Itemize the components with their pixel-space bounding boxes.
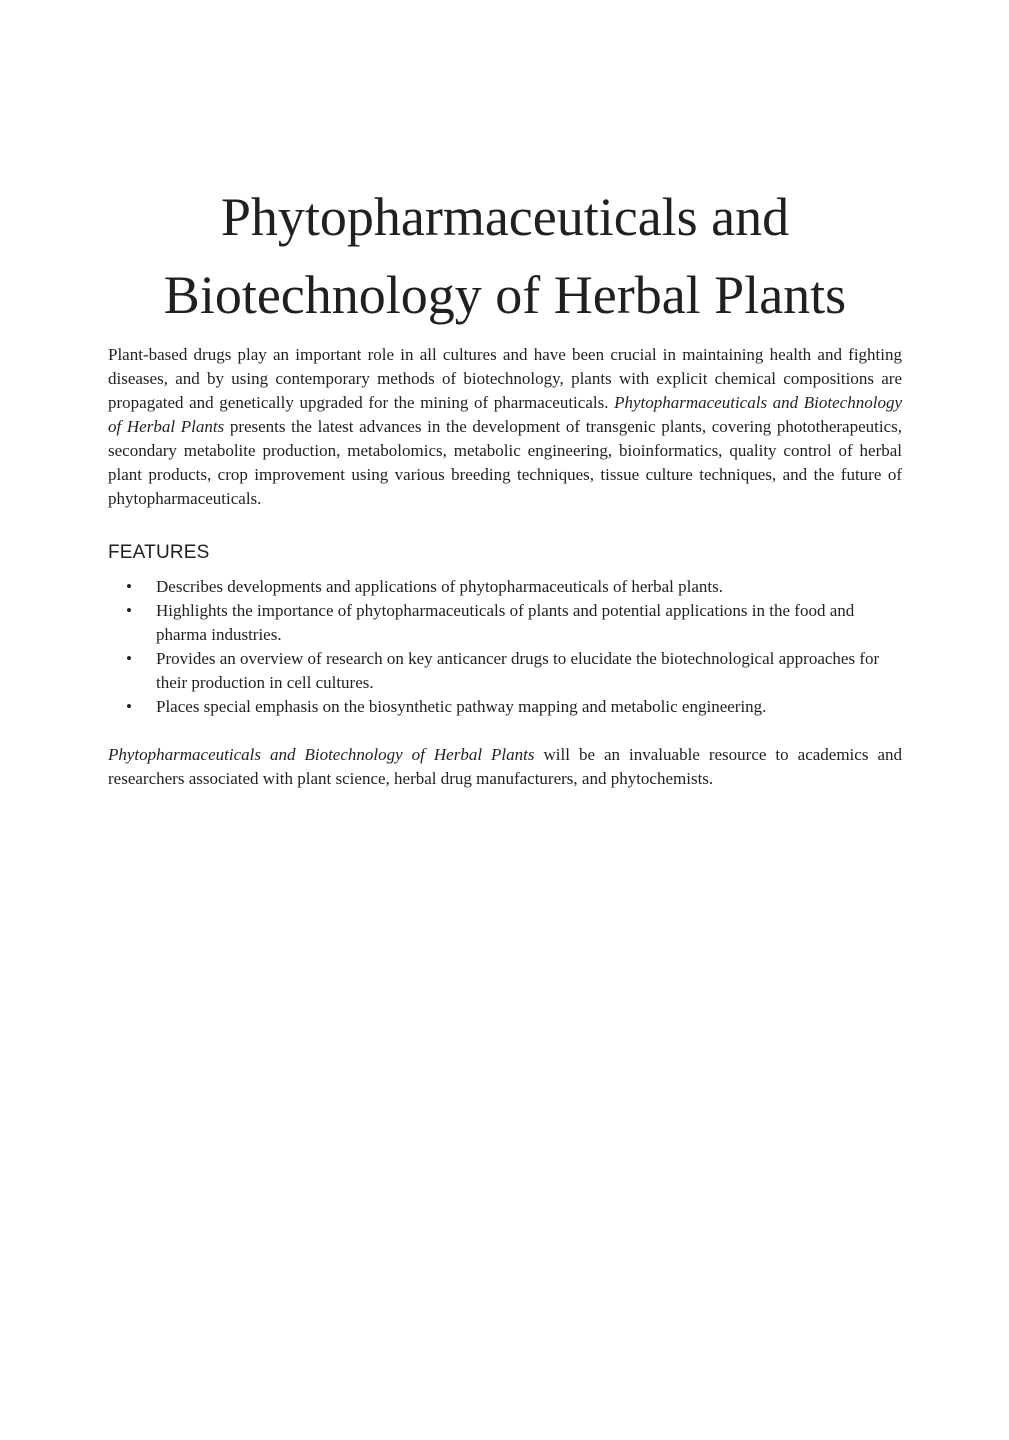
intro-text-part-2: presents the latest advances in the development of transgenic plants, covering phototherapeutics, secondary metabolite production, metabolomics, metabolic engineering, bioinformatics, quality control of herbal plant products, crop improvement using various breeding techniques, tissue culture techniques, and the future of phytopharmaceuticals. [108,417,902,508]
title-line-2: Biotechnology of Herbal Plants [163,265,847,325]
feature-item [108,599,902,647]
description-content [108,343,902,791]
feature-text: Highlights the importance of phytopharmaceuticals of plants and potential applications in the food and pharma industries. [156,601,855,644]
title-line-1: Phytopharmaceuticals and [220,187,790,247]
feature-text: Places special emphasis on the biosynthetic pathway mapping and metabolic engineering. [156,697,767,716]
closing-text: will be an invaluable resource to academics and researchers associated with plant science, herbal drug manufacturers, and phytochemists. [108,745,902,788]
intro-paragraph [108,343,902,511]
intro-book-title: Phytopharmaceuticals and Biotechnology of Herbal Plants [108,393,902,436]
feature-item [108,695,902,719]
page-title [108,178,902,334]
feature-item [108,575,902,599]
bullet-icon: • [126,577,132,596]
feature-text: Provides an overview of research on key anticancer drugs to elucidate the biotechnological approaches for their production in cell cultures. [156,649,880,692]
feature-item [108,647,902,695]
bullet-icon: • [126,649,132,668]
closing-paragraph [108,743,902,791]
bullet-icon: • [126,697,132,716]
bullet-icon: • [126,601,132,620]
features-list [108,575,902,719]
features-heading: FEATURES [108,542,210,563]
intro-text-part-1: Plant-based drugs play an important role in all cultures and have been crucial in maintaining health and fighting diseases, and by using contemporary methods of biotechnology, plants with explicit chemical compositions are propagated and genetically upgraded for the mining of pharmaceuticals. [108,345,902,412]
feature-text: Describes developments and applications of phytopharmaceuticals of herbal plants. [156,577,723,596]
closing-book-title: Phytopharmaceuticals and Biotechnology of Herbal Plants [108,745,535,764]
